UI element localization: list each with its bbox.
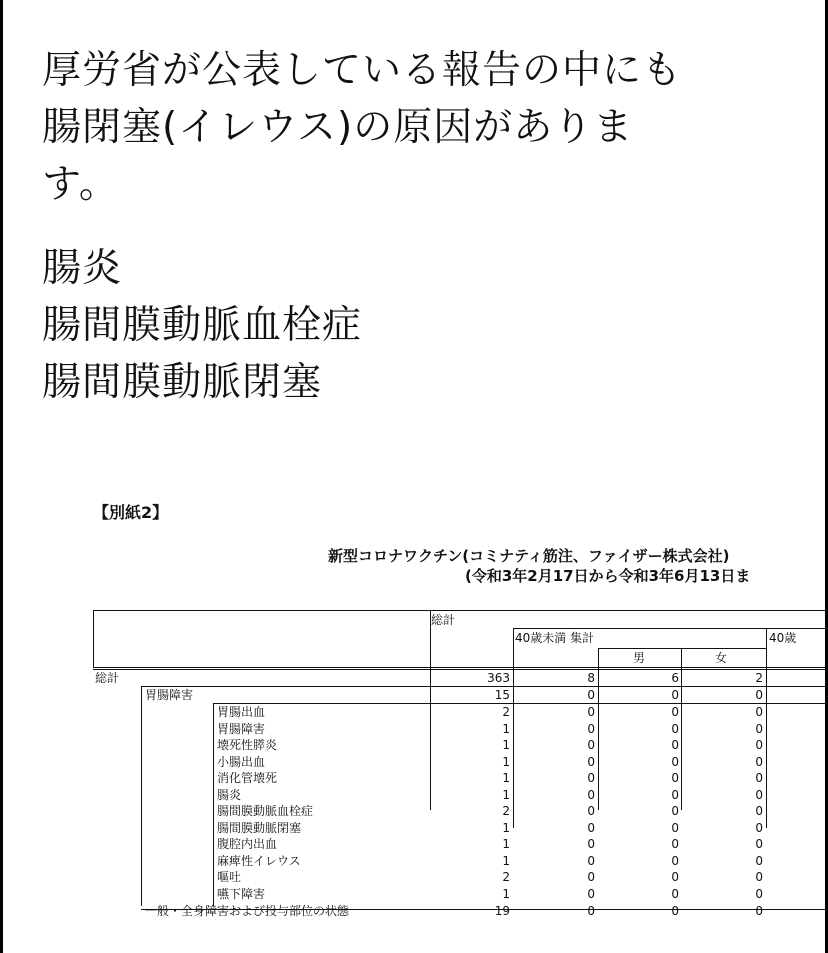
header-male: 男 <box>633 651 646 665</box>
table-cell: 1 <box>502 754 510 769</box>
table-cell: 0 <box>671 904 679 918</box>
table-cell: 0 <box>671 853 679 868</box>
table-cell: 2 <box>502 705 510 719</box>
document-image <box>3 490 825 953</box>
table-cell: 0 <box>587 853 595 868</box>
table-cell: 1 <box>502 721 510 736</box>
table-divider <box>598 648 599 810</box>
table-cell: 0 <box>587 804 595 818</box>
row-label-item: 消化管壊死 <box>217 771 278 785</box>
table-cell: 0 <box>755 837 763 851</box>
table-cell: 2 <box>502 870 510 884</box>
table-cell: 0 <box>671 787 679 802</box>
page <box>3 0 825 953</box>
attachment-label: 【別紙2】 <box>93 503 169 522</box>
table-divider <box>513 628 514 828</box>
table-cell: 0 <box>755 820 763 835</box>
table-cell: 1 <box>502 787 510 802</box>
table-divider <box>766 628 767 828</box>
row-label-item: 腹腔内出血 <box>217 837 278 851</box>
table-cell: 2 <box>502 804 510 818</box>
table-cell: 6 <box>671 671 679 685</box>
table-cell: 0 <box>671 837 679 851</box>
term-list <box>42 240 362 411</box>
row-label-item: 胃腸出血 <box>217 705 266 719</box>
table-cell: 0 <box>587 688 595 702</box>
table-divider <box>213 703 214 906</box>
row-label-item: 腸炎 <box>217 787 242 802</box>
table-border-top <box>93 610 825 611</box>
table-cell: 2 <box>755 671 763 685</box>
table-cell: 0 <box>671 754 679 769</box>
table-header-line <box>598 648 766 649</box>
term-item: 腸間膜動脈閉塞 <box>42 360 323 405</box>
table-cell: 0 <box>755 721 763 736</box>
term-item: 腸間膜動脈血栓症 <box>42 303 363 348</box>
row-label-item: 嘔吐 <box>217 870 242 884</box>
document-subtitle: (令和3年2月17日から令和3年6月13日ま <box>465 567 751 585</box>
row-label-gi: 胃腸障害 <box>145 688 194 702</box>
table-cell: 0 <box>587 721 595 736</box>
intro-line: す。 <box>42 162 119 207</box>
table-cell: 0 <box>755 904 763 918</box>
table-cell: 0 <box>671 870 679 884</box>
table-cell: 0 <box>587 886 595 901</box>
row-label-item: 小腸出血 <box>217 754 266 769</box>
row-label-general: 一般・全身障害および投与部位の状態 <box>145 904 350 918</box>
table-divider <box>141 686 142 906</box>
table-cell: 0 <box>587 738 595 752</box>
header-total: 総計 <box>431 613 456 627</box>
table-cell: 0 <box>587 771 595 785</box>
intro-line: 厚労省が公表している報告の中にも <box>42 48 683 93</box>
table-header-bottom <box>93 667 825 668</box>
table-divider <box>681 648 682 810</box>
table-cell: 0 <box>671 820 679 835</box>
table-cell: 0 <box>671 721 679 736</box>
table-cell: 0 <box>587 820 595 835</box>
table-cell: 0 <box>671 705 679 719</box>
row-label-item: 麻痺性イレウス <box>217 853 301 868</box>
row-label-item: 嚥下障害 <box>217 886 266 901</box>
table-cell: 15 <box>494 688 510 702</box>
table-cell: 0 <box>587 837 595 851</box>
table-border-left <box>93 610 94 668</box>
table-cell: 0 <box>587 870 595 884</box>
intro-text <box>42 42 682 213</box>
table-cell: 0 <box>671 804 679 818</box>
intro-line: 腸閉塞(イレウス)の原因がありま <box>42 105 634 150</box>
table-header-line <box>513 628 825 629</box>
header-40: 40歳 <box>769 631 797 645</box>
table-cell: 1 <box>502 771 510 785</box>
row-label-item: 胃腸障害 <box>217 721 266 736</box>
header-under40: 40歳未満 集計 <box>515 631 595 645</box>
table-cell: 1 <box>502 853 510 868</box>
table-cell: 1 <box>502 886 510 901</box>
table-cell: 0 <box>755 705 763 719</box>
row-label-item: 壊死性膵炎 <box>217 738 278 752</box>
table-cell: 0 <box>671 738 679 752</box>
table-cell: 0 <box>755 688 763 702</box>
header-female: 女 <box>715 651 728 665</box>
row-label-item: 腸間膜動脈血栓症 <box>217 804 314 818</box>
table-cell: 0 <box>755 771 763 785</box>
table-cell: 0 <box>587 754 595 769</box>
table-cell: 0 <box>671 886 679 901</box>
table-cell: 1 <box>502 837 510 851</box>
table-cell: 0 <box>755 738 763 752</box>
table-cell: 8 <box>587 671 595 685</box>
table-cell: 0 <box>755 787 763 802</box>
table-cell: 0 <box>755 804 763 818</box>
table-cell: 0 <box>755 886 763 901</box>
table-cell: 0 <box>671 771 679 785</box>
table-divider <box>430 610 431 810</box>
table-header-bottom <box>93 669 825 670</box>
term-item: 腸炎 <box>42 246 123 291</box>
table-cell: 0 <box>755 870 763 884</box>
table-cell: 1 <box>502 820 510 835</box>
table-cell: 0 <box>671 688 679 702</box>
table-cell: 19 <box>494 904 510 918</box>
table-cell: 0 <box>587 904 595 918</box>
table-cell: 0 <box>587 787 595 802</box>
table-cell: 1 <box>502 738 510 752</box>
table-cell: 0 <box>755 853 763 868</box>
row-label-total: 総計 <box>95 671 120 685</box>
table-cell: 363 <box>487 671 510 685</box>
table-cell: 0 <box>587 705 595 719</box>
report-table <box>93 610 825 930</box>
row-label-item: 腸間膜動脈閉塞 <box>217 820 302 835</box>
document-title: 新型コロナワクチン(コミナティ筋注、ファイザー株式会社) <box>328 547 730 565</box>
table-cell: 0 <box>755 754 763 769</box>
